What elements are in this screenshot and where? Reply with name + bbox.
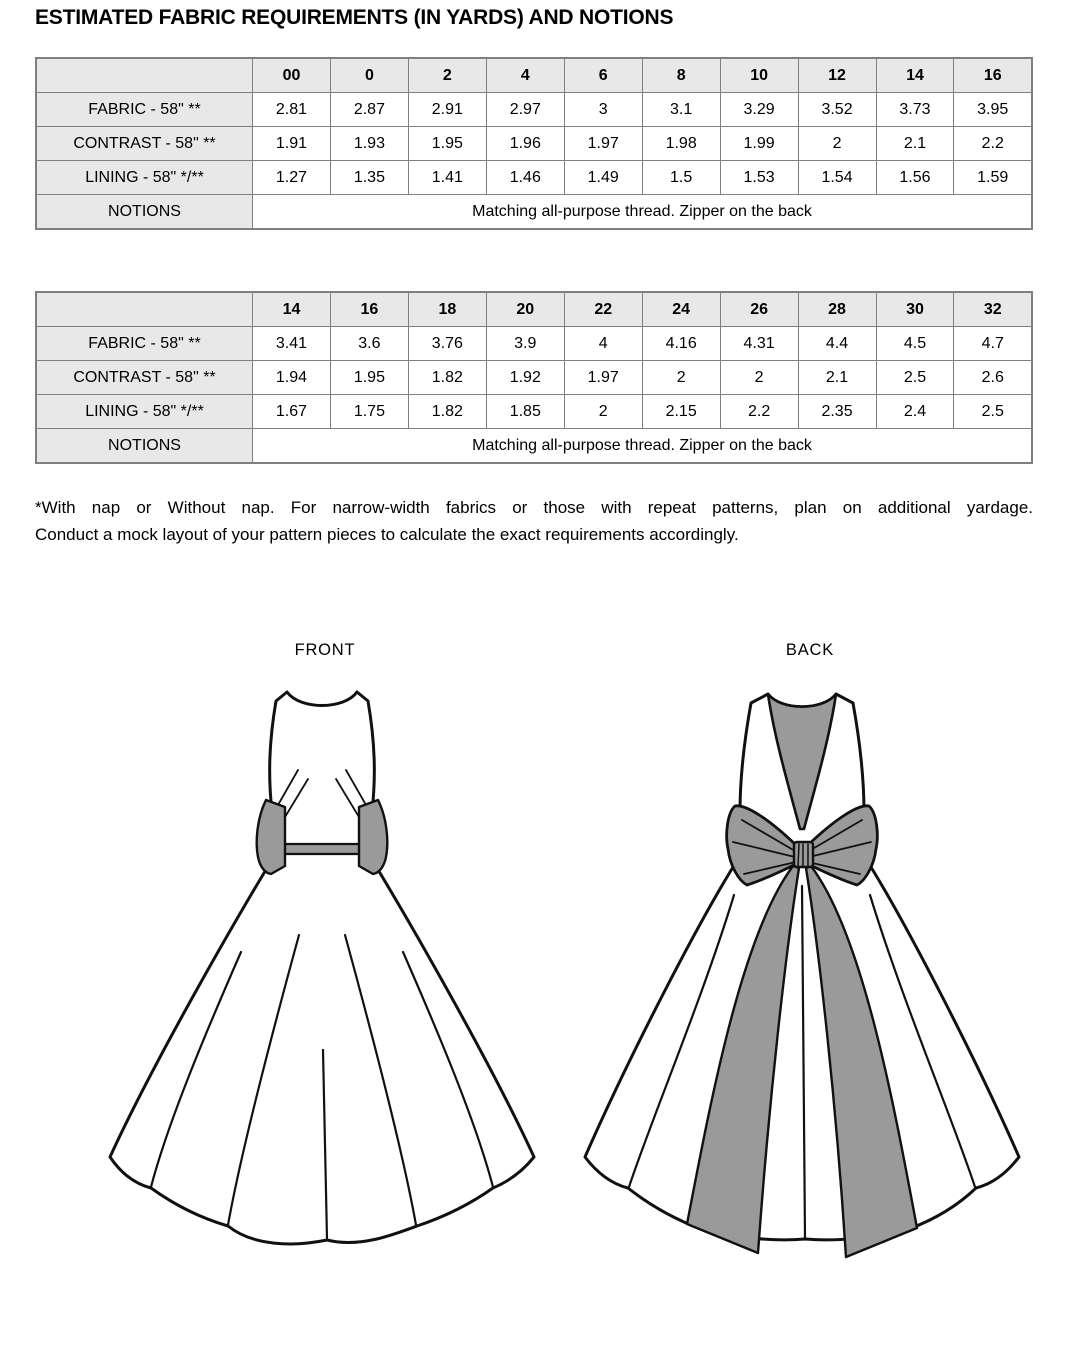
row-label-cell: CONTRAST - 58" ** xyxy=(36,127,253,161)
front-waistband xyxy=(283,844,368,854)
value-cell: 2.87 xyxy=(330,93,408,127)
value-cell: 2.2 xyxy=(720,395,798,429)
value-cell: 2 xyxy=(564,395,642,429)
value-cell: 2 xyxy=(642,361,720,395)
size-header-cell: 6 xyxy=(564,58,642,93)
value-cell: 2.5 xyxy=(876,361,954,395)
front-left-bow-loop xyxy=(257,800,285,874)
row-label-cell: FABRIC - 58" ** xyxy=(36,327,253,361)
table-row xyxy=(36,161,1032,195)
value-cell: 2.2 xyxy=(954,127,1032,161)
value-cell: 1.99 xyxy=(720,127,798,161)
value-cell: 2.35 xyxy=(798,395,876,429)
footnote-line-2: Conduct a mock layout of your pattern pieces to calculate the exact requirements accordingly. xyxy=(35,525,739,544)
value-cell: 1.56 xyxy=(876,161,954,195)
size-header-cell: 14 xyxy=(876,58,954,93)
notions-label-cell: NOTIONS xyxy=(36,195,253,230)
value-cell: 3.6 xyxy=(330,327,408,361)
size-header-row xyxy=(36,58,1032,93)
value-cell: 3 xyxy=(564,93,642,127)
value-cell: 4.4 xyxy=(798,327,876,361)
table-row xyxy=(36,361,1032,395)
footnote-line-1: *With nap or Without nap. For narrow-width fabrics or those with repeat patterns, plan on additional yardage. xyxy=(35,498,1033,517)
value-cell: 1.94 xyxy=(253,361,331,395)
size-header-cell: 10 xyxy=(720,58,798,93)
front-dress-illustration xyxy=(90,678,560,1270)
value-cell: 2.4 xyxy=(876,395,954,429)
value-cell: 1.97 xyxy=(564,127,642,161)
value-cell: 3.76 xyxy=(408,327,486,361)
value-cell: 1.98 xyxy=(642,127,720,161)
value-cell: 4.31 xyxy=(720,327,798,361)
front-skirt xyxy=(110,850,534,1244)
value-cell: 3.29 xyxy=(720,93,798,127)
value-cell: 2.91 xyxy=(408,93,486,127)
size-header-cell: 20 xyxy=(486,292,564,327)
table-row xyxy=(36,327,1032,361)
notions-text-cell: Matching all-purpose thread. Zipper on the back xyxy=(253,429,1033,464)
value-cell: 1.82 xyxy=(408,395,486,429)
size-header-cell: 24 xyxy=(642,292,720,327)
notions-text-cell: Matching all-purpose thread. Zipper on the back xyxy=(253,195,1033,230)
value-cell: 1.59 xyxy=(954,161,1032,195)
value-cell: 4.7 xyxy=(954,327,1032,361)
value-cell: 2.6 xyxy=(954,361,1032,395)
notions-label-cell: NOTIONS xyxy=(36,429,253,464)
front-right-bow-loop xyxy=(359,800,387,874)
fabric-requirements-table-sizes-14-32 xyxy=(35,291,1033,464)
size-header-cell: 12 xyxy=(798,58,876,93)
table-row xyxy=(36,127,1032,161)
value-cell: 1.95 xyxy=(330,361,408,395)
value-cell: 4 xyxy=(564,327,642,361)
size-header-cell: 4 xyxy=(486,58,564,93)
table-row xyxy=(36,395,1032,429)
corner-cell xyxy=(36,292,253,327)
size-header-cell: 16 xyxy=(330,292,408,327)
value-cell: 1.82 xyxy=(408,361,486,395)
fabric-requirements-table-sizes-00-16 xyxy=(35,57,1033,230)
value-cell: 1.92 xyxy=(486,361,564,395)
size-header-cell: 00 xyxy=(253,58,331,93)
back-dress-illustration xyxy=(575,678,1045,1270)
size-header-cell: 30 xyxy=(876,292,954,327)
value-cell: 2.15 xyxy=(642,395,720,429)
value-cell: 1.41 xyxy=(408,161,486,195)
value-cell: 3.95 xyxy=(954,93,1032,127)
value-cell: 1.97 xyxy=(564,361,642,395)
corner-cell xyxy=(36,58,253,93)
table-row xyxy=(36,93,1032,127)
value-cell: 1.93 xyxy=(330,127,408,161)
value-cell: 2 xyxy=(720,361,798,395)
nap-footnote xyxy=(35,494,1033,548)
value-cell: 1.96 xyxy=(486,127,564,161)
size-header-cell: 28 xyxy=(798,292,876,327)
value-cell: 1.27 xyxy=(253,161,331,195)
value-cell: 1.5 xyxy=(642,161,720,195)
row-label-cell: FABRIC - 58" ** xyxy=(36,93,253,127)
value-cell: 1.91 xyxy=(253,127,331,161)
value-cell: 2.97 xyxy=(486,93,564,127)
value-cell: 3.52 xyxy=(798,93,876,127)
value-cell: 1.53 xyxy=(720,161,798,195)
value-cell: 1.75 xyxy=(330,395,408,429)
value-cell: 3.73 xyxy=(876,93,954,127)
value-cell: 1.85 xyxy=(486,395,564,429)
notions-row xyxy=(36,195,1032,230)
value-cell: 3.41 xyxy=(253,327,331,361)
notions-row xyxy=(36,429,1032,464)
front-view-label: FRONT xyxy=(294,641,356,659)
back-view-label: BACK xyxy=(785,641,835,659)
value-cell: 2.1 xyxy=(876,127,954,161)
value-cell: 1.95 xyxy=(408,127,486,161)
size-header-cell: 16 xyxy=(954,58,1032,93)
value-cell: 3.1 xyxy=(642,93,720,127)
size-header-row xyxy=(36,292,1032,327)
value-cell: 1.54 xyxy=(798,161,876,195)
value-cell: 1.35 xyxy=(330,161,408,195)
size-header-cell: 0 xyxy=(330,58,408,93)
value-cell: 4.5 xyxy=(876,327,954,361)
size-header-cell: 26 xyxy=(720,292,798,327)
value-cell: 3.9 xyxy=(486,327,564,361)
value-cell: 2 xyxy=(798,127,876,161)
size-header-cell: 14 xyxy=(253,292,331,327)
value-cell: 4.16 xyxy=(642,327,720,361)
value-cell: 1.49 xyxy=(564,161,642,195)
size-header-cell: 2 xyxy=(408,58,486,93)
value-cell: 2.1 xyxy=(798,361,876,395)
size-header-cell: 8 xyxy=(642,58,720,93)
row-label-cell: LINING - 58" */** xyxy=(36,161,253,195)
size-header-cell: 18 xyxy=(408,292,486,327)
size-header-cell: 32 xyxy=(954,292,1032,327)
value-cell: 1.67 xyxy=(253,395,331,429)
value-cell: 2.5 xyxy=(954,395,1032,429)
value-cell: 2.81 xyxy=(253,93,331,127)
row-label-cell: CONTRAST - 58" ** xyxy=(36,361,253,395)
size-header-cell: 22 xyxy=(564,292,642,327)
page-title: ESTIMATED FABRIC REQUIREMENTS (IN YARDS) AND NOTIONS xyxy=(35,6,674,29)
value-cell: 1.46 xyxy=(486,161,564,195)
row-label-cell: LINING - 58" */** xyxy=(36,395,253,429)
